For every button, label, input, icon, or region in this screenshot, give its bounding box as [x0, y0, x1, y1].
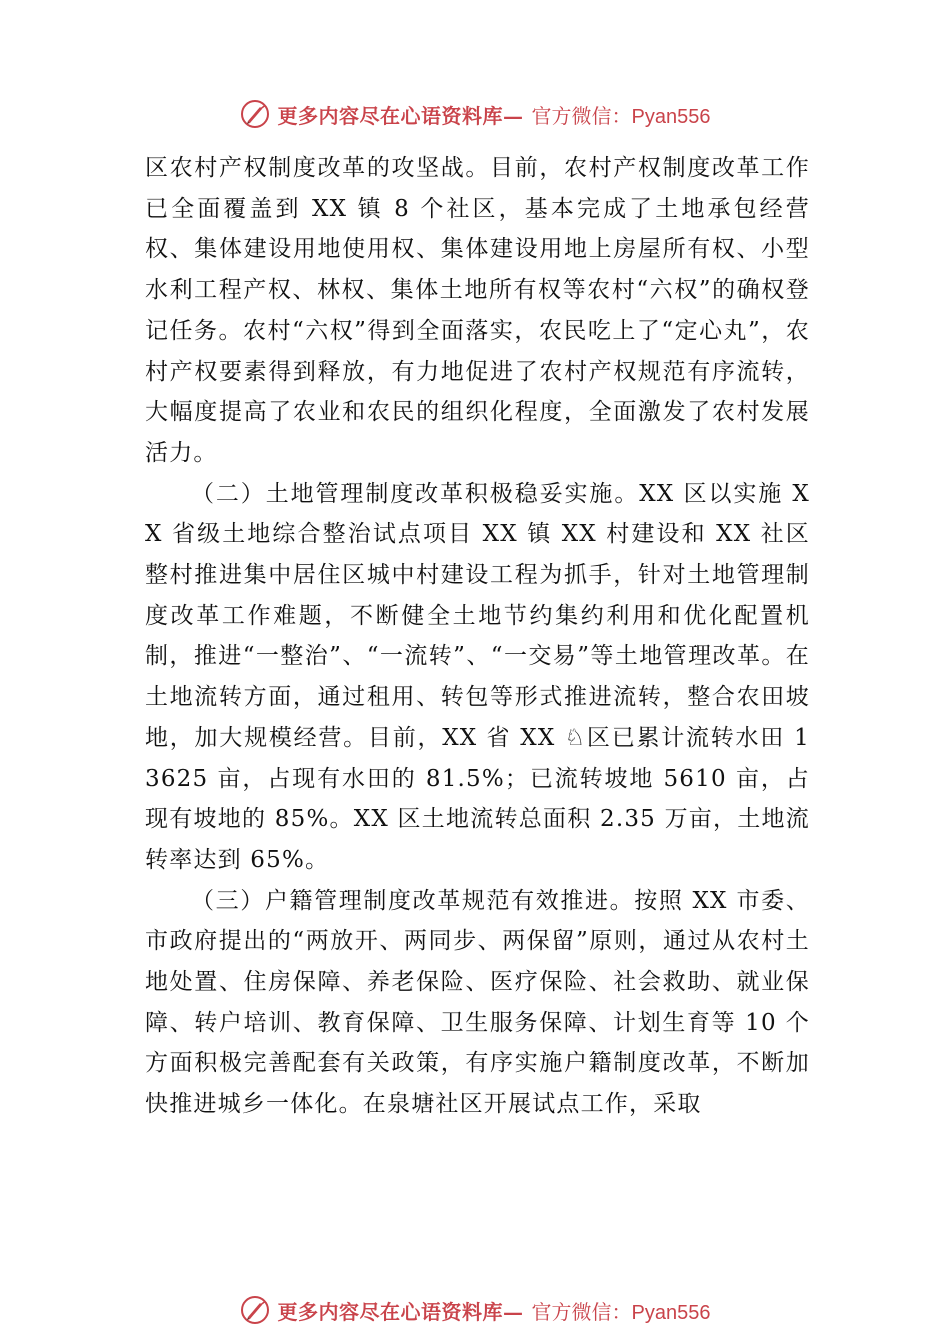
watermark-wechat: 官方微信：Pyan556 [531, 1301, 711, 1324]
quill-pen-icon [240, 99, 270, 129]
watermark-wechat: 官方微信：Pyan556 [531, 105, 711, 128]
watermark-text: 更多内容尽在心语资料库— [277, 103, 524, 128]
quill-pen-icon [240, 1295, 270, 1325]
footer-watermark [0, 1290, 950, 1330]
document-body [145, 148, 810, 1125]
header-watermark [0, 94, 950, 134]
paragraph-2: （二）土地管理制度改革积极稳妥实施。XX 区以实施 XX 省级土地综合整治试点项目 XX 镇 XX 村建设和 XX 社区整村推进集中居住区城中村建设工程为抓手，针对土地管理制度改革工作难题，不断健全土地节约集约利用和优化配置机制，推进“一整治”、“一流转”、“一交易”等土地管理改革。在土地流转方面，通过租用、转包等形式推进流转，整合农田坡地，加大规模经营。目前，XX 省 XX ♘区已累计流转水田 13625 亩，占现有水田的 81.5%；已流转坡地 5610 亩，占现有坡地的 85%。XX 区土地流转总面积 2.35 万亩，土地流转率达到 65%。 [145, 480, 810, 873]
paragraph-3: （三）户籍管理制度改革规范有效推进。按照 XX 市委、市政府提出的“两放开、两同步、两保留”原则，通过从农村土地处置、住房保障、养老保险、医疗保险、社会救助、就业保障、转户培训、教育保障、卫生服务保障、计划生育等 10 个方面积极完善配套有关政策，有序实施户籍制度改革，不断加快推进城乡一体化。在泉塘社区开展试点工作，采取 [145, 887, 810, 1118]
paragraph-1: 区农村产权制度改革的攻坚战。目前，农村产权制度改革工作已全面覆盖到 XX 镇 8 个社区，基本完成了土地承包经营权、集体建设用地使用权、集体建设用地上房屋所有权、小型水利工程产权、林权、集体土地所有权等农村“六权”的确权登记任务。农村“六权”得到全面落实，农民吃上了“定心丸”，农村产权要素得到释放，有力地促进了农村产权规范有序流转，大幅度提高了农业和农民的组织化程度，全面激发了农村发展活力。 [145, 155, 810, 466]
watermark-text: 更多内容尽在心语资料库— [277, 1299, 524, 1324]
